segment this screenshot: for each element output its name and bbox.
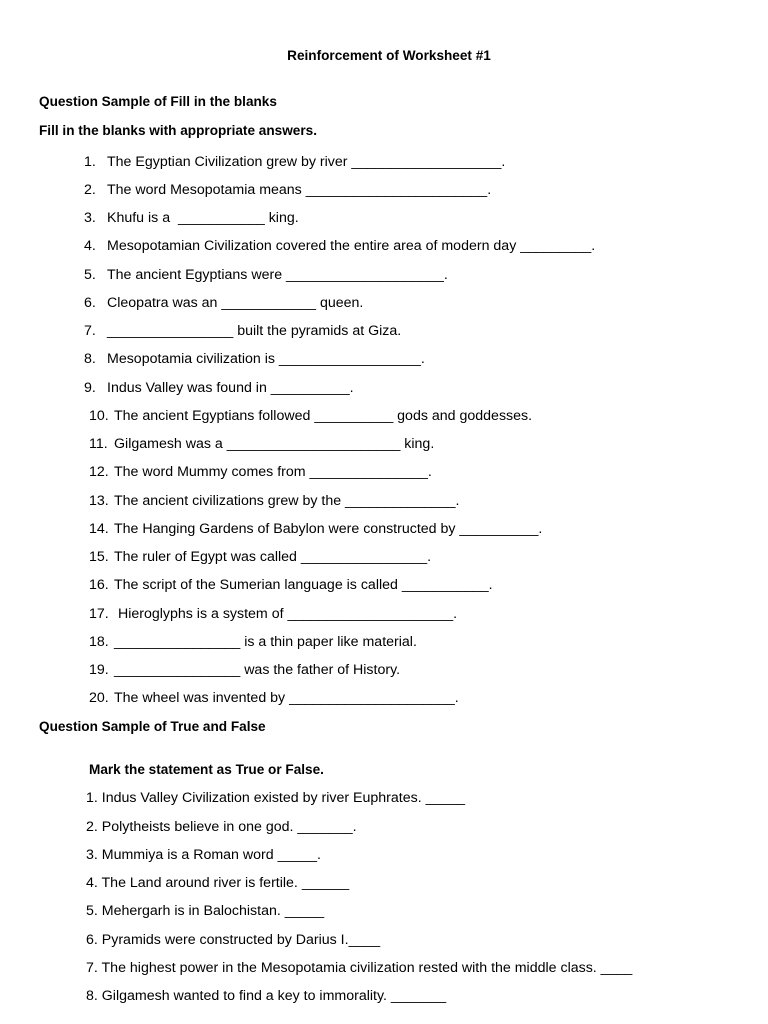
item-text: Mesopotamian Civilization covered the entire area of modern day _________. <box>107 238 596 254</box>
item-number: 15. <box>89 549 109 565</box>
fill-item <box>84 379 354 397</box>
item-text: The ancient Egyptians were ____________________. <box>107 267 448 283</box>
item-text: Khufu is a ___________ king. <box>107 210 299 226</box>
fill-item <box>89 605 457 623</box>
item-number: 4. <box>84 238 96 254</box>
item-number: 3. <box>84 210 96 226</box>
item-number: 10. <box>89 408 109 424</box>
item-number: 6. <box>84 295 96 311</box>
item-number: 9. <box>84 380 96 396</box>
item-text: Mesopotamia civilization is __________________. <box>107 351 425 367</box>
fill-item <box>84 266 448 284</box>
item-number: 14. <box>89 521 109 537</box>
item-number: 16. <box>89 577 109 593</box>
item-text: ________________ was the father of History. <box>114 662 401 678</box>
fill-item <box>89 520 542 538</box>
true-false-item: 5. Mehergarh is in Balochistan. _____ <box>86 903 325 919</box>
item-number: 7. <box>84 323 96 339</box>
item-number: 18. <box>89 634 109 650</box>
fill-item <box>89 407 532 425</box>
fill-blanks-instruction: Fill in the blanks with appropriate answers. <box>39 123 317 138</box>
true-false-item: 1. Indus Valley Civilization existed by river Euphrates. _____ <box>86 790 466 806</box>
item-text: The Egyptian Civilization grew by river ___________________. <box>107 154 506 170</box>
fill-item <box>89 661 400 679</box>
item-text: The ancient Egyptians followed __________ gods and goddesses. <box>114 408 533 424</box>
item-text: The word Mesopotamia means _______________________. <box>107 182 492 198</box>
true-false-heading: Question Sample of True and False <box>39 719 266 734</box>
fill-item <box>84 237 595 255</box>
fill-item <box>89 576 493 594</box>
item-text: ________________ is a thin paper like material. <box>114 634 417 650</box>
fill-item <box>84 294 363 312</box>
fill-item <box>89 435 434 453</box>
true-false-item: 2. Polytheists believe in one god. _______. <box>86 819 357 835</box>
fill-item <box>89 463 432 481</box>
item-text: Hieroglyphs is a system of _____________________. <box>114 606 458 622</box>
true-false-item: 3. Mummiya is a Roman word _____. <box>86 847 321 863</box>
item-number: 2. <box>84 182 96 198</box>
fill-item <box>84 322 401 340</box>
fill-item <box>89 689 459 707</box>
true-false-item: 7. The highest power in the Mesopotamia civilization rested with the middle class. ____ <box>86 960 633 976</box>
fill-item <box>84 350 425 368</box>
item-text: The wheel was invented by _____________________. <box>114 690 459 706</box>
item-number: 17. <box>89 606 109 622</box>
item-number: 5. <box>84 267 96 283</box>
worksheet-title: Reinforcement of Worksheet #1 <box>287 48 491 63</box>
true-false-item: 6. Pyramids were constructed by Darius I.____ <box>86 932 381 948</box>
item-text: The Hanging Gardens of Babylon were constructed by __________. <box>114 521 543 537</box>
item-text: Indus Valley was found in __________. <box>107 380 354 396</box>
item-text: Cleopatra was an ____________ queen. <box>107 295 364 311</box>
fill-item <box>84 209 299 227</box>
item-text: The ruler of Egypt was called ________________. <box>114 549 432 565</box>
true-false-instruction: Mark the statement as True or False. <box>89 762 324 777</box>
item-number: 12. <box>89 464 109 480</box>
true-false-item: 4. The Land around river is fertile. ______ <box>86 875 350 891</box>
item-number: 19. <box>89 662 109 678</box>
item-text: The script of the Sumerian language is called ___________. <box>114 577 493 593</box>
item-number: 20. <box>89 690 109 706</box>
fill-item <box>84 181 491 199</box>
item-text: Gilgamesh was a ______________________ king. <box>114 436 435 452</box>
fill-item <box>89 548 431 566</box>
fill-item <box>89 492 459 510</box>
item-text: The ancient civilizations grew by the ______________. <box>114 493 460 509</box>
item-number: 11. <box>89 436 108 452</box>
true-false-item: 8. Gilgamesh wanted to find a key to immorality. _______ <box>86 988 447 1004</box>
item-number: 1. <box>84 154 96 170</box>
item-text: The word Mummy comes from _______________. <box>114 464 432 480</box>
fill-blanks-heading: Question Sample of Fill in the blanks <box>39 94 277 109</box>
item-text: ________________ built the pyramids at Giza. <box>107 323 402 339</box>
fill-item <box>84 153 505 171</box>
item-number: 13. <box>89 493 109 509</box>
item-number: 8. <box>84 351 96 367</box>
fill-item <box>89 633 417 651</box>
